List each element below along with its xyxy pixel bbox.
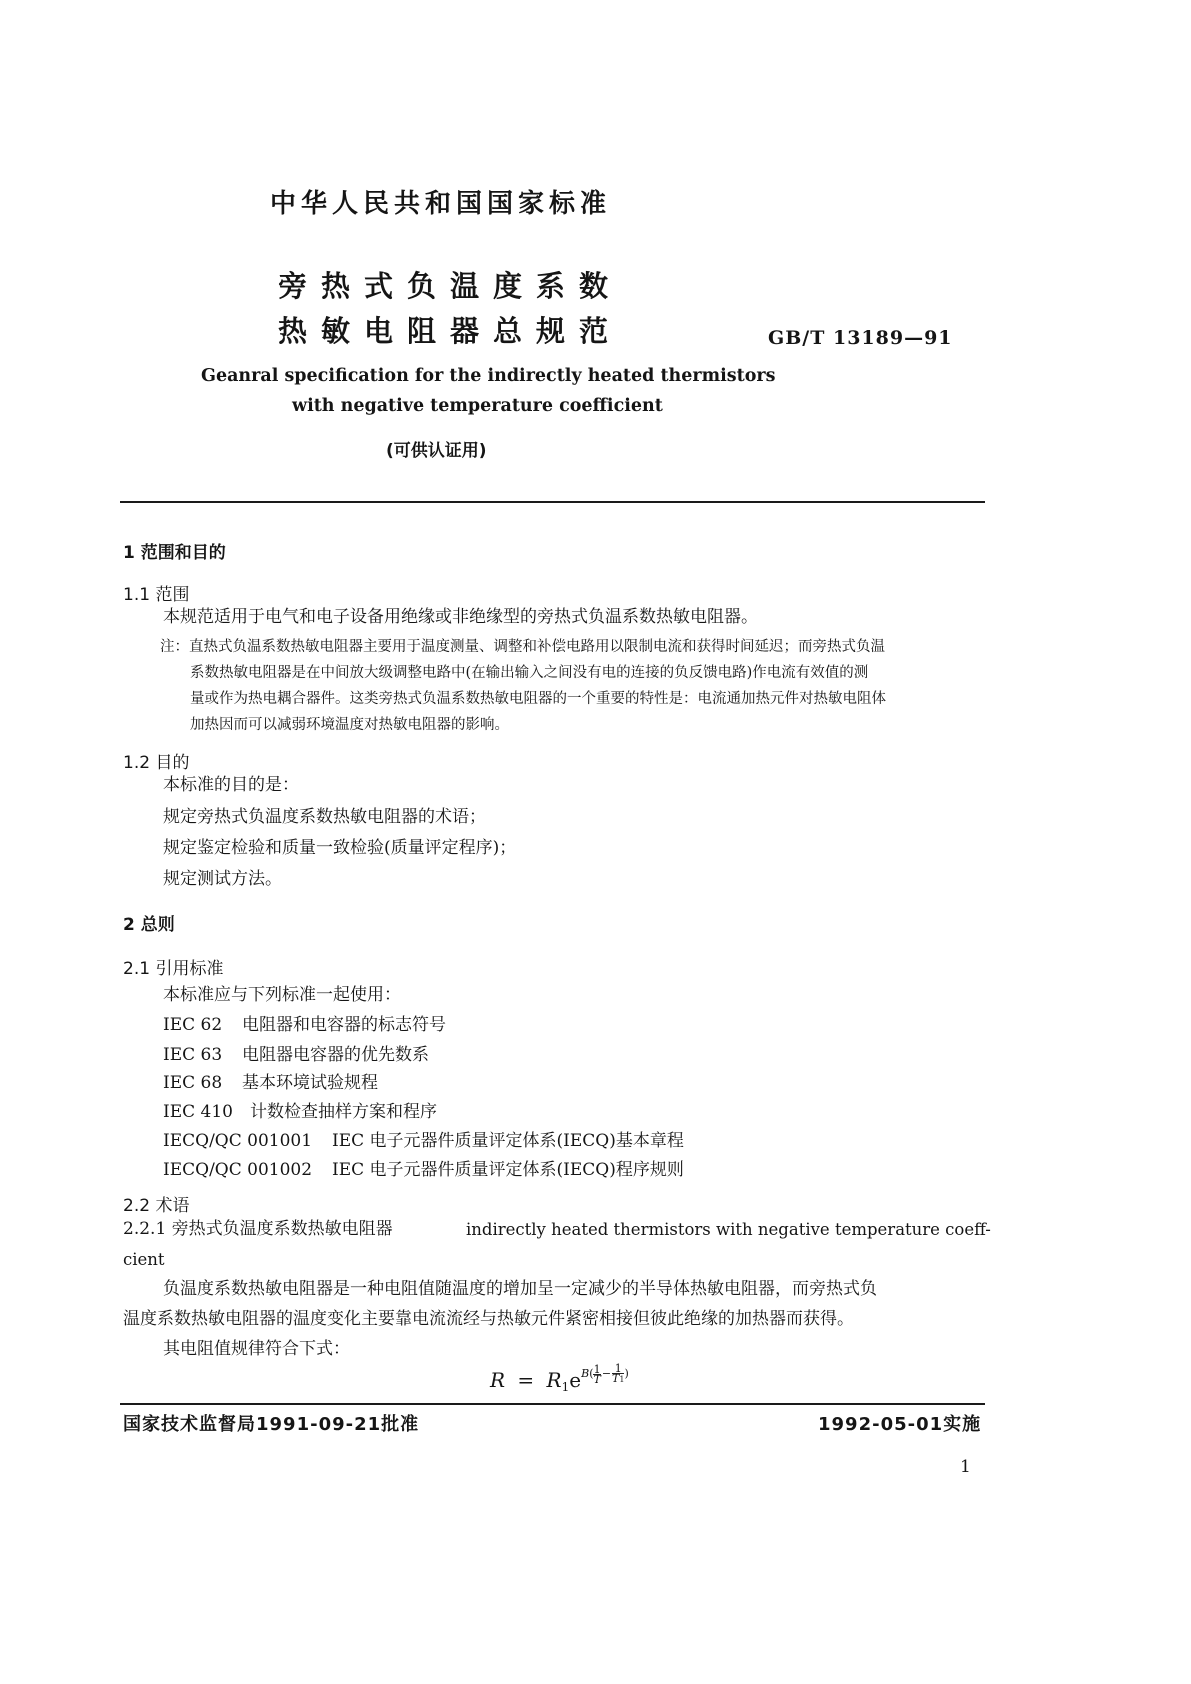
exp-num1: 1: [593, 1362, 601, 1376]
section1-2-line-2: 规定旁热式负温度系数热敏电阻器的术语；: [163, 807, 486, 827]
section2-heading: 2 总则: [123, 915, 175, 935]
section2-2-1-label: 2.2.1 旁热式负温度系数热敏电阻器: [123, 1219, 393, 1239]
reference-code: IEC 68: [163, 1073, 223, 1093]
exp-den2-sub: 1: [619, 1375, 625, 1384]
page-number: 1: [960, 1457, 971, 1477]
section2-2-heading: 2.2 术语: [123, 1196, 190, 1216]
implementation-date: 1992-05-01实施: [818, 1414, 982, 1435]
reference-code: IEC 62: [163, 1015, 223, 1035]
certification-note: (可供认证用): [386, 441, 487, 461]
section1-1-text: 本规范适用于电气和电子设备用绝缘或非绝缘型的旁热式负温系数热敏电阻器。: [163, 607, 758, 627]
formula-equals: =: [517, 1368, 535, 1392]
formula-intro: 其电阻值规律符合下式：: [163, 1339, 350, 1359]
section1-2-heading: 1.2 目的: [123, 753, 190, 773]
reference-title: IEC 电子元器件质量评定体系(IECQ)程序规则: [332, 1160, 684, 1180]
section2-1-intro: 本标准应与下列标准一起使用：: [163, 985, 401, 1005]
note-line-2: 系数热敏电阻器是在中间放大级调整电路中(在输出输入之间没有电的连接的负反馈电路)作电流有效值的测: [190, 665, 869, 681]
reference-code: IECQ/QC 001001: [163, 1131, 313, 1151]
reference-title: 电阻器电容器的优先数系: [242, 1045, 429, 1065]
reference-code: IECQ/QC 001002: [163, 1160, 313, 1180]
section1-1-heading: 1.1 范围: [123, 585, 190, 605]
section1-heading: 1 范围和目的: [123, 543, 226, 563]
approval-date: 国家技术监督局1991-09-21批准: [123, 1414, 420, 1435]
exp-minus: −: [601, 1367, 612, 1380]
footer-divider: [120, 1403, 985, 1405]
english-title-line1: Geanral specification for the indirectly heated thermistors: [201, 366, 776, 386]
reference-title: 计数检查抽样方案和程序: [250, 1102, 437, 1122]
formula-exponent: B( $\frac{1}{T}$ − $\frac{1}{T1}$ ): [581, 1362, 629, 1386]
standard-code: GB/T 13189—91: [768, 327, 953, 349]
reference-title: 基本环境试验规程: [242, 1073, 378, 1093]
exp-b: B: [581, 1367, 590, 1380]
formula-lhs: R: [490, 1368, 506, 1392]
formula-r1-sub: 1: [561, 1380, 570, 1394]
exp-num2: 1: [612, 1364, 624, 1374]
document-title-line2: 热敏电阻器总规范: [278, 314, 623, 348]
reference-code: IEC 63: [163, 1045, 223, 1065]
definition-line-1: 负温度系数热敏电阻器是一种电阻值随温度的增加呈一定减少的半导体热敏电阻器，而旁热式负: [163, 1279, 877, 1299]
definition-line-2: 温度系数热敏电阻器的温度变化主要靠电流流经与热敏元件紧密相接但彼此绝缘的加热器而获得。: [123, 1309, 854, 1329]
reference-title: IEC 电子元器件质量评定体系(IECQ)基本章程: [332, 1131, 684, 1151]
section1-2-line-3: 规定鉴定检验和质量一致检验(质量评定程序)；: [163, 838, 517, 858]
section2-2-1-english: indirectly heated thermistors with negative temperature coeff-: [466, 1220, 991, 1239]
section2-2-1-english-cont: cient: [123, 1250, 165, 1269]
national-standard-heading: 中华人民共和国国家标准: [270, 189, 612, 219]
section1-2-line-1: 本标准的目的是：: [163, 775, 299, 795]
document-title-line1: 旁热式负温度系数: [278, 269, 623, 303]
reference-code: IEC 410: [163, 1102, 233, 1122]
section2-1-heading: 2.1 引用标准: [123, 959, 224, 979]
note-line-4: 加热因而可以减弱环境温度对热敏电阻器的影响。: [190, 717, 509, 733]
reference-title: 电阻器和电容器的标志符号: [242, 1015, 446, 1035]
english-title-line2: with negative temperature coefficient: [292, 396, 663, 416]
section1-2-line-4: 规定测试方法。: [163, 869, 282, 889]
exp-den2: T: [612, 1372, 620, 1385]
formula-r1: R: [546, 1368, 562, 1392]
resistance-formula: [490, 1364, 629, 1404]
exp-den1: T: [593, 1372, 601, 1386]
note-line-3: 量或作为热电耦合器件。这类旁热式负温系数热敏电阻器的一个重要的特性是：电流通加热元件对热敏电阻体: [190, 691, 886, 707]
formula-base: e: [569, 1368, 582, 1392]
note-line-1: 注：直热式负温系数热敏电阻器主要用于温度测量、调整和补偿电路用以限制电流和获得时间延迟；而旁热式负温: [160, 639, 885, 655]
header-divider: [120, 501, 985, 503]
